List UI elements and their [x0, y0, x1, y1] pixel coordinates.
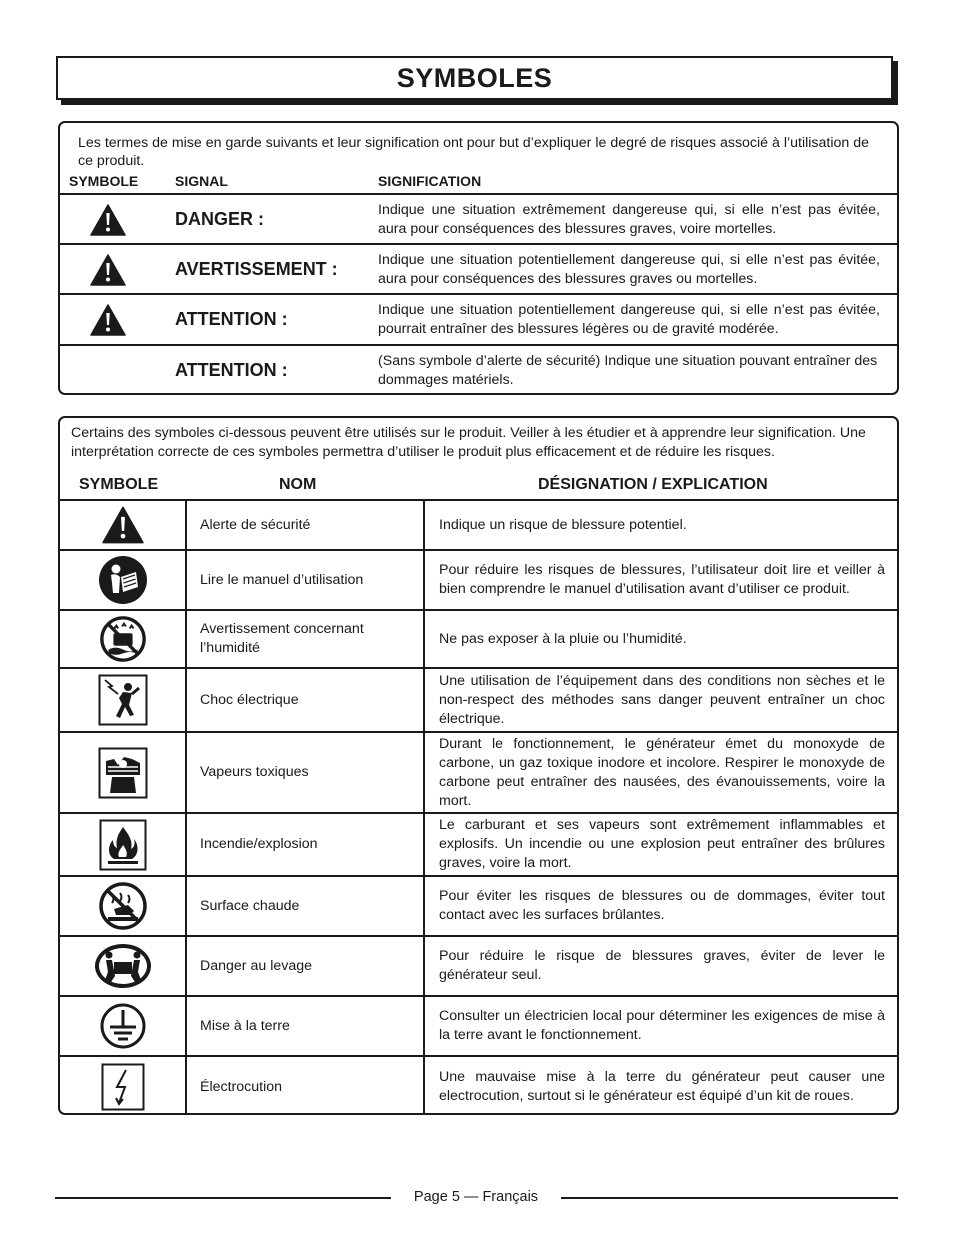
- signal-label: ATTENTION :: [175, 309, 288, 329]
- signal-label: ATTENTION :: [175, 360, 288, 380]
- header-signal: SIGNAL: [175, 173, 228, 189]
- symbol-name: Avertissement concernant l’humidité: [185, 611, 423, 667]
- symbols-intro: Certains des symboles ci-dessous peuvent être utilisés sur le produit. Veiller à les étudier et à apprendre leur signification. Une interprétation correcte de ces symboles permettra d’utiliser le produit plus efficacement et de réduire les risques.: [71, 425, 866, 460]
- signal-meaning: Indique une situation extrêmement dangereuse qui, si elle n’est pas évitée, aura pour conséquences des blessures graves, voire mortelles.: [378, 202, 880, 237]
- ground-icon: [99, 1002, 147, 1050]
- safety-alert-icon: [90, 304, 126, 336]
- symbol-explanation: Pour réduire les risques de blessures, l’utilisateur doit lire et veiller à bien comprendre le manuel d’utilisation avant d’utiliser ce produit.: [439, 562, 885, 597]
- read-manual-icon: [98, 555, 148, 605]
- symbol-name: Lire le manuel d’utilisation: [185, 551, 423, 609]
- page-footer: Page 5 — Français: [413, 1189, 539, 1205]
- signal-words-panel: [58, 121, 899, 395]
- signal-intro: Les termes de mise en garde suivants et leur signification ont pour but d’expliquer le degré de risques associé à l’utilisation de ce produit.: [78, 135, 870, 169]
- header-explanation: DÉSIGNATION / EXPLICATION: [538, 476, 768, 493]
- signal-row-warning: [60, 243, 897, 293]
- symbol-explanation: Le carburant et ses vapeurs sont extrêmement inflammables et explosifs. Un incendie ou une explosion peut entraîner des brûlures graves, voire la mort.: [439, 817, 885, 871]
- symbol-row: [60, 812, 897, 875]
- symbol-explanation: Pour réduire le risque de blessures graves, éviter de lever le générateur seul.: [439, 948, 885, 983]
- symbol-explanation: Indique un risque de blessure potentiel.: [439, 516, 687, 533]
- signal-meaning: (Sans symbole d’alerte de sécurité) Indique une situation pouvant entraîner des dommages matériels.: [378, 353, 878, 388]
- signal-meaning: Indique une situation potentiellement dangereuse qui, si elle n’est pas évitée, pourrait entraîner des blessures légères ou de gravité modérée.: [378, 302, 880, 337]
- signal-label: DANGER :: [175, 209, 264, 229]
- page-language: Français: [482, 1189, 539, 1205]
- symbol-name: Électrocution: [185, 1057, 423, 1115]
- symbol-row: [60, 1055, 897, 1115]
- symbol-explanation: Pour éviter les risques de blessures ou de dommages, éviter tout contact avec les surfaces brûlantes.: [439, 888, 885, 923]
- signal-row-caution-property: [60, 344, 897, 394]
- hot-surface-icon: [98, 881, 148, 931]
- symbol-name: Vapeurs toxiques: [185, 733, 423, 812]
- symbol-row: [60, 995, 897, 1055]
- symbol-name: Alerte de sécurité: [185, 501, 423, 549]
- symbol-explanation: Durant le fonctionnement, le générateur émet du monoxyde de carbone, un gaz toxique inodore et incolore. Respirer le monoxyde de carbone peut entraîner des nausées, des évanouissements, voire la mort.: [439, 735, 885, 809]
- fire-icon: [99, 819, 147, 871]
- symbol-explanation: Consulter un électricien local pour déterminer les exigences de mise à la terre avant le fonctionnement.: [439, 1008, 885, 1043]
- footer-rule-left: [55, 1197, 391, 1199]
- symbol-name: Mise à la terre: [185, 997, 423, 1055]
- symbol-row: [60, 609, 897, 667]
- safety-alert-icon: [90, 254, 126, 286]
- symbol-name: Choc électrique: [185, 669, 423, 731]
- header-symbol: SYMBOLE: [69, 173, 139, 189]
- no-rain-icon: [99, 615, 147, 663]
- symbol-explanation: Une mauvaise mise à la terre du générateur peut causer une electrocution, surtout si le générateur est équipé d’un kit de roues.: [439, 1069, 885, 1104]
- symbol-row: [60, 875, 897, 935]
- lifting-hazard-icon: [93, 942, 153, 990]
- signal-meaning: Indique une situation potentiellement dangereuse qui, si elle n’est pas évitée, aura pour conséquences des blessures graves ou mortelles.: [378, 252, 880, 287]
- header-meaning: SIGNIFICATION: [378, 173, 482, 189]
- symbol-name: Danger au levage: [185, 937, 423, 995]
- symbol-row: [60, 935, 897, 995]
- page-number: Page 5: [413, 1189, 460, 1205]
- signal-row-caution: [60, 293, 897, 343]
- toxic-fumes-icon: [98, 747, 148, 799]
- signal-row-danger: [60, 193, 897, 243]
- symbol-name: Incendie/explosion: [185, 814, 423, 875]
- symbols-panel: [58, 416, 899, 1115]
- header-symbol: SYMBOLE: [79, 476, 159, 493]
- footer-rule-right: [561, 1197, 898, 1199]
- electrocution-icon: [101, 1063, 145, 1111]
- title-banner: [56, 56, 893, 100]
- symbol-name: Surface chaude: [185, 877, 423, 935]
- symbol-row: [60, 667, 897, 731]
- symbol-row: [60, 731, 897, 812]
- signal-label: AVERTISSEMENT :: [175, 259, 338, 279]
- symbol-row: [60, 549, 897, 609]
- symbol-explanation: Ne pas exposer à la pluie ou l’humidité.: [439, 630, 687, 647]
- page-title: SYMBOLES: [396, 62, 553, 93]
- electric-shock-icon: [98, 674, 148, 726]
- safety-alert-icon: [90, 204, 126, 236]
- header-name: NOM: [279, 476, 317, 493]
- symbol-row: [60, 499, 897, 549]
- symbol-explanation: Une utilisation de l’équipement dans des conditions non sèches et le non-respect des méthodes sans danger peuvent entraîner un choc électrique.: [439, 672, 885, 727]
- safety-alert-icon: [102, 506, 144, 544]
